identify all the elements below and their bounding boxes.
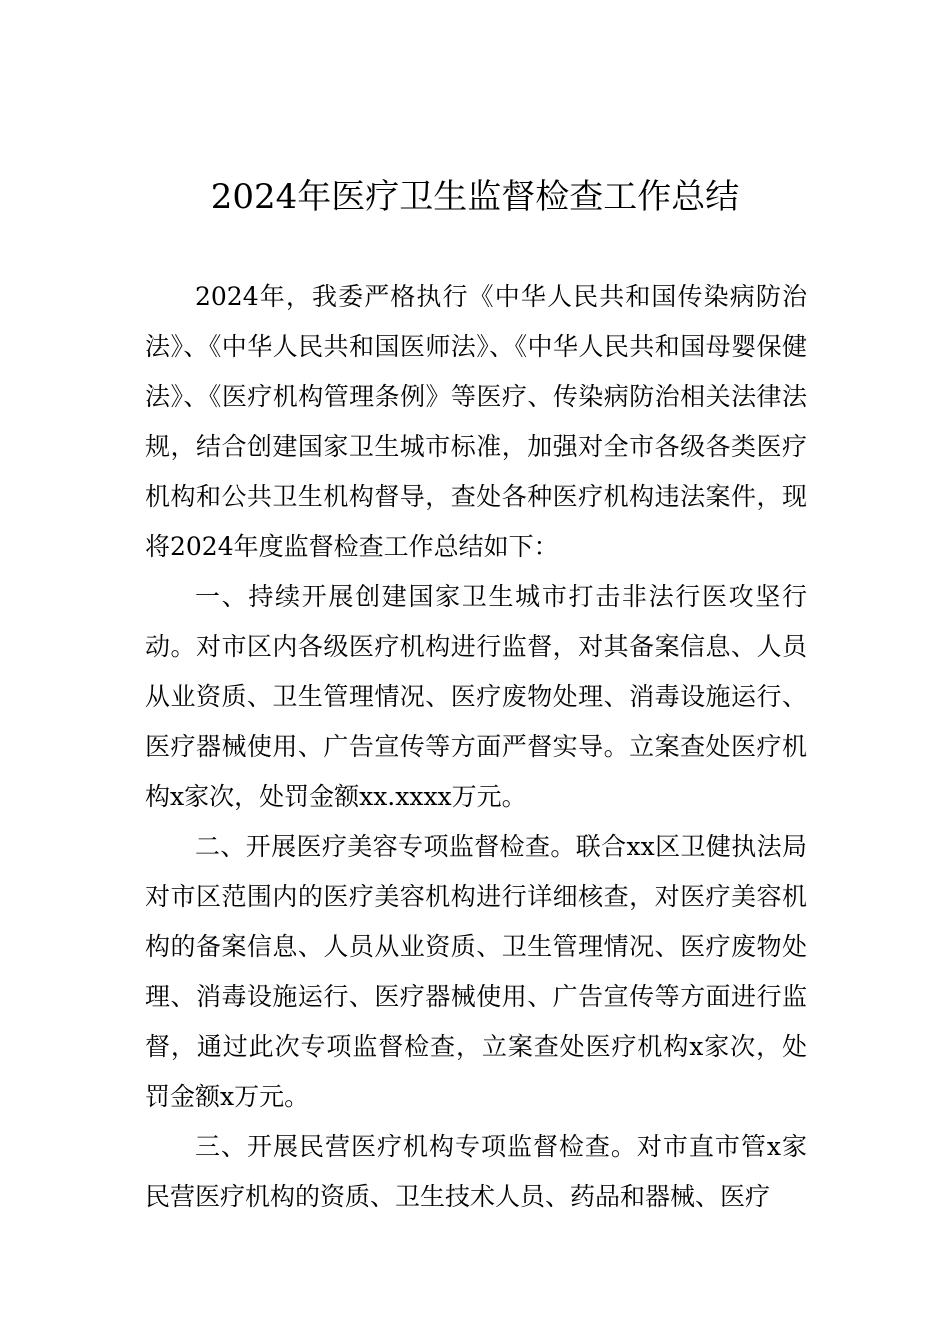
paragraph-section-2: 二、开展医疗美容专项监督检查。联合xx区卫健执法局对市区范围内的医疗美容机构进行详细核查，对医疗美容机构的备案信息、人员从业资质、卫生管理情况、医疗废物处理、消毒设施运行、医疗器械使用、广告宣传等方面进行监督，通过此次专项监督检查，立案查处医疗机构x家次，处罚金额x万元。 <box>145 832 807 1111</box>
paragraph-section-1: 一、持续开展创建国家卫生城市打击非法行医攻坚行动。对市区内各级医疗机构进行监督，对其备案信息、人员从业资质、卫生管理情况、医疗废物处理、消毒设施运行、医疗器械使用、广告宣传等方面严督实导。立案查处医疗机构x家次，处罚金额xx.xxxx万元。 <box>145 582 807 811</box>
document-title: 2024年医疗卫生监督检查工作总结 <box>210 177 740 217</box>
paragraph-intro: 2024年，我委严格执行《中华人民共和国传染病防治法》、《中华人民共和国医师法》、《中华人民共和国母婴保健法》、《医疗机构管理条例》等医疗、传染病防治相关法律法规，结合创建国家卫生城市标准，加强对全市各级各类医疗机构和公共卫生机构督导，查处各种医疗机构违法案件，现将2024年度监督检查工作总结如下： <box>145 282 807 561</box>
document-body <box>145 272 807 1222</box>
paragraph-section-3: 三、开展民营医疗机构专项监督检查。对市直市管x家民营医疗机构的资质、卫生技术人员、药品和器械、医疗 <box>145 1132 807 1211</box>
